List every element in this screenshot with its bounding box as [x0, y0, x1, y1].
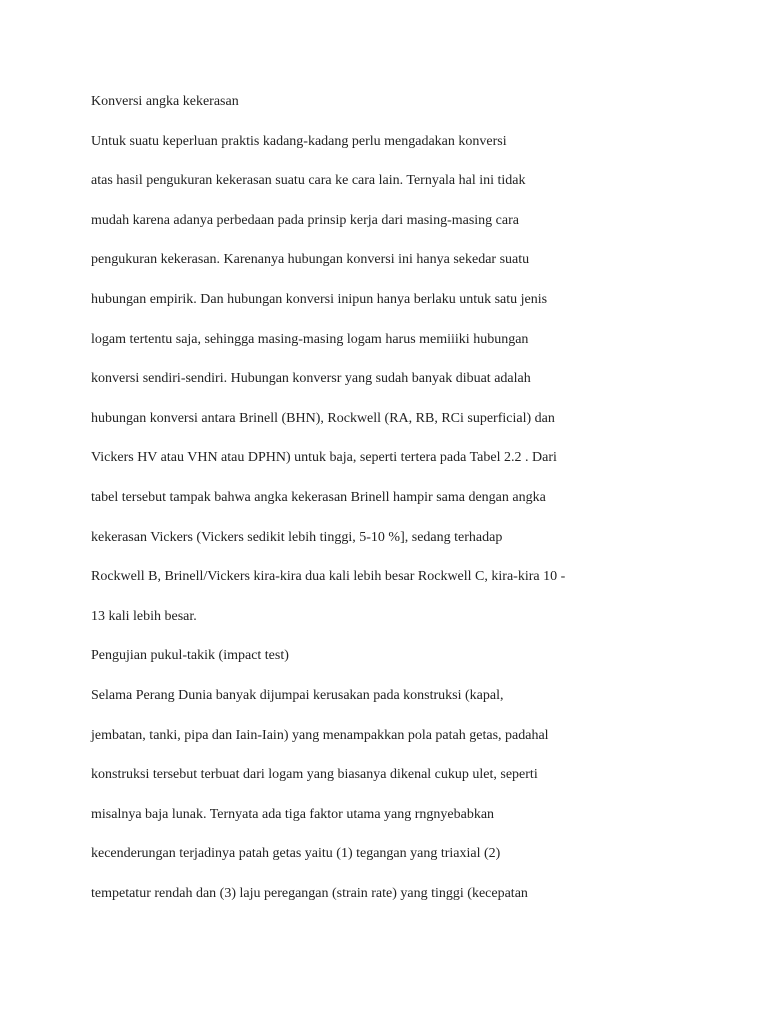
paragraph-line: atas hasil pengukuran kekerasan suatu cara ke cara lain. Ternyala hal ini tidak — [91, 173, 526, 189]
section-heading-konversi: Konversi angka kekerasan — [91, 94, 239, 109]
paragraph-line: Rockwell B, Brinell/Vickers kira-kira dua kali lebih besar Rockwell C, kira-kira 10 - — [91, 569, 566, 585]
paragraph-line: konversi sendiri-sendiri. Hubungan konversr yang sudah banyak dibuat adalah — [91, 371, 531, 387]
paragraph-line: misalnya baja lunak. Ternyata ada tiga faktor utama yang rngnyebabkan — [91, 806, 495, 822]
paragraph-line: hubungan empirik. Dan hubungan konversi inipun hanya berlaku untuk satu jenis — [91, 291, 548, 307]
paragraph-line: mudah karena adanya perbedaan pada prinsip kerja dari masing-masing cara — [91, 212, 519, 228]
paragraph-line: Selama Perang Dunia banyak dijumpai kerusakan pada konstruksi (kapal, — [91, 687, 504, 703]
paragraph-line: konstruksi tersebut terbuat dari logam yang biasanya dikenal cukup ulet, seperti — [91, 767, 538, 783]
paragraph-line: kecenderungan terjadinya patah getas yaitu (1) tegangan yang triaxial (2) — [91, 846, 501, 862]
paragraph-line: jembatan, tanki, pipa dan Iain-Iain) yang menampakkan pola patah getas, padahal — [91, 727, 549, 743]
document-body — [91, 90, 731, 921]
paragraph-line: hubungan konversi antara Brinell (BHN), Rockwell (RA, RB, RCi superficial) dan — [91, 410, 555, 426]
paragraph-line: tabel tersebut tampak bahwa angka kekerasan Brinell hampir sama dengan angka — [91, 489, 546, 505]
paragraph-line: pengukuran kekerasan. Karenanya hubungan konversi ini hanya sekedar suatu — [91, 252, 530, 268]
paragraph-line: Untuk suatu keperluan praktis kadang-kadang perlu mengadakan konversi — [91, 133, 507, 149]
paragraph-line: tempetatur rendah dan (3) laju peregangan (strain rate) yang tinggi (kecepatan — [91, 885, 528, 901]
paragraph-line: Vickers HV atau VHN atau DPHN) untuk baja, seperti tertera pada Tabel 2.2 . Dari — [91, 450, 557, 466]
paragraph-line: 13 kali lebih besar. — [91, 608, 197, 624]
section-heading-impact-test: Pengujian pukul-takik (impact test) — [91, 648, 289, 664]
paragraph-line: kekerasan Vickers (Vickers sedikit lebih tinggi, 5-10 %], sedang terhadap — [91, 529, 503, 545]
paragraph-line: logam tertentu saja, sehingga masing-masing logam harus memiiiki hubungan — [91, 331, 529, 347]
